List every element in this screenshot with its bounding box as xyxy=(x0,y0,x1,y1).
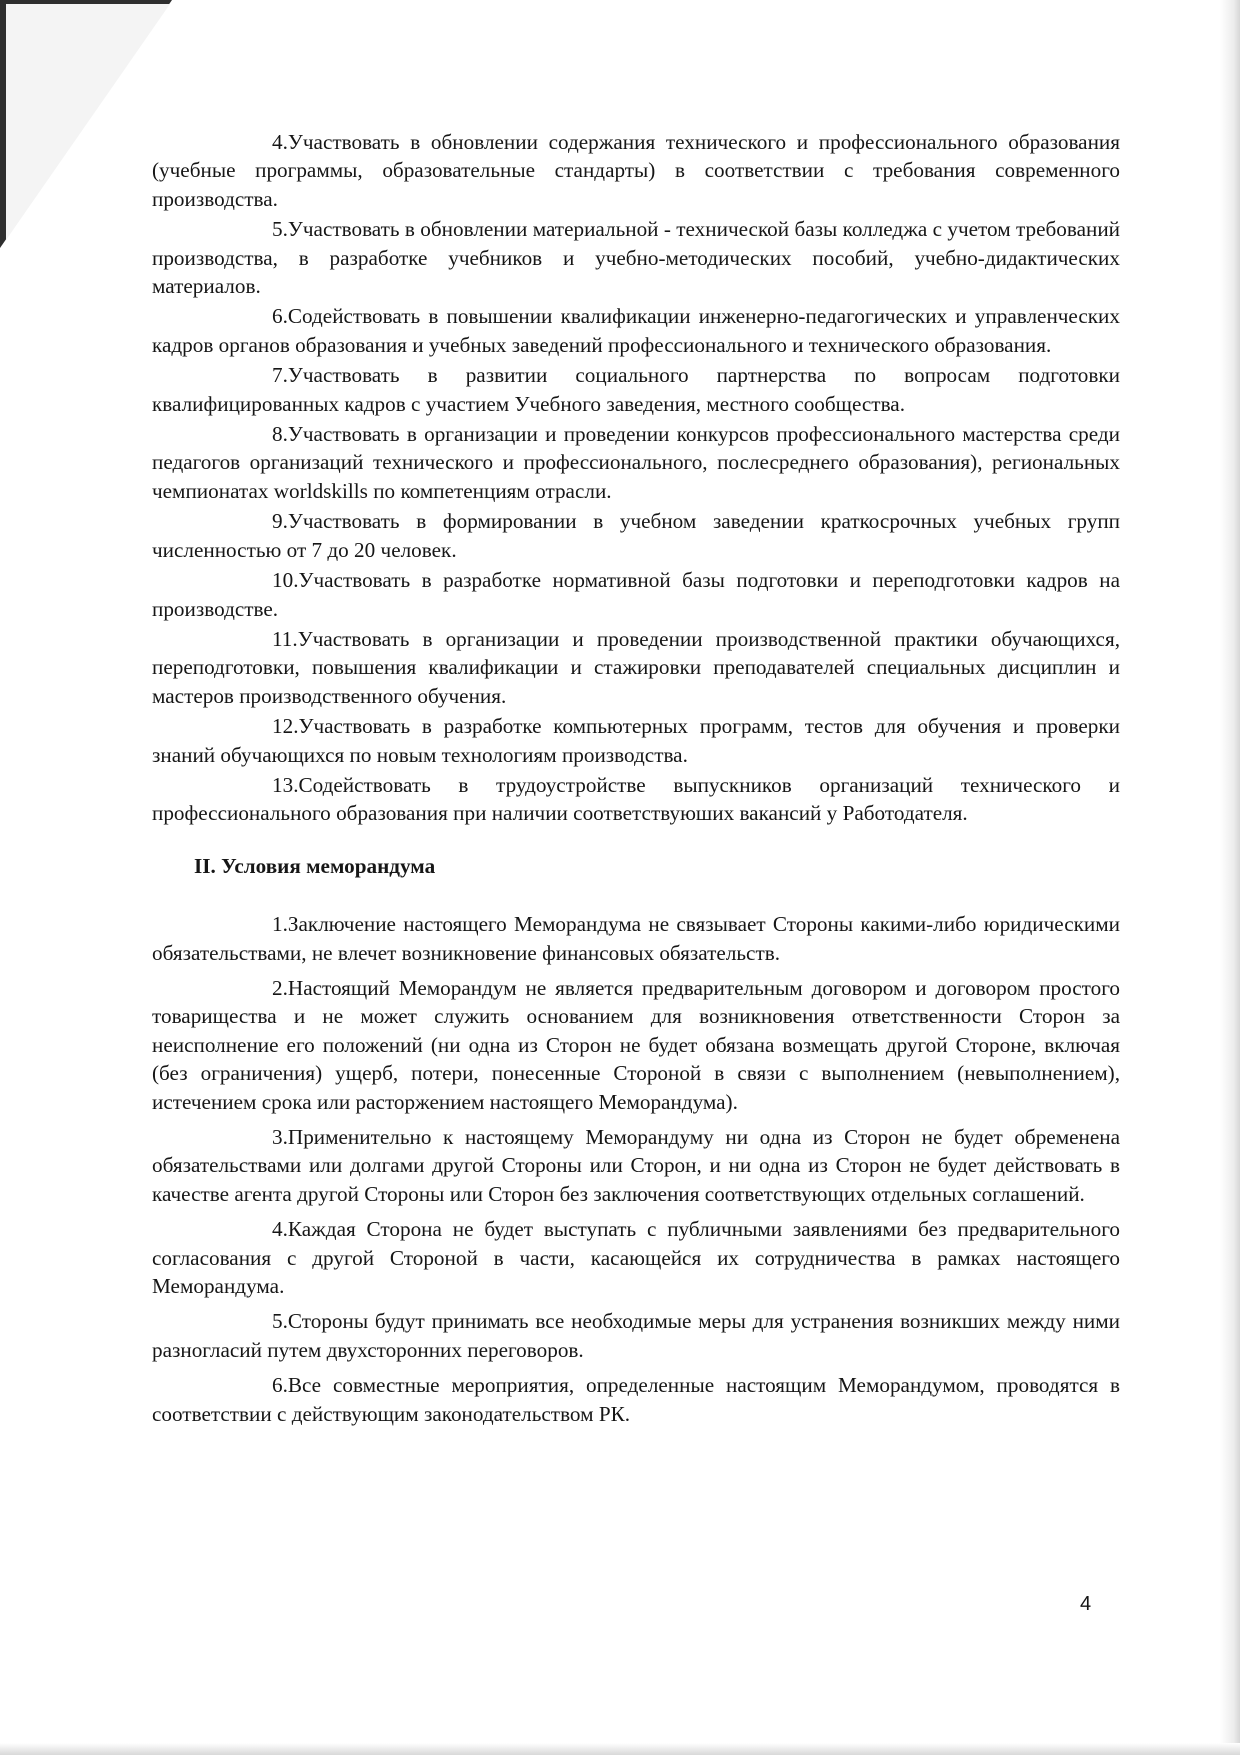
section-1-item xyxy=(152,771,1120,828)
section-2-item xyxy=(152,1123,1120,1208)
section-1-item xyxy=(152,361,1120,418)
section-2-item xyxy=(152,1371,1120,1428)
section-1-item-number: 11. xyxy=(272,626,298,651)
section-1-item xyxy=(152,712,1120,769)
section-1-items xyxy=(152,128,1120,828)
section-1-item-text: Участвовать в организации и проведении конкурсов профессионального мастерства среди педагогов организаций технического и профессионального, послесреднего образования), региональных чемпионатах worldskills по компетенциям отрасли. xyxy=(152,422,1120,503)
section-2-item xyxy=(152,974,1120,1116)
section-2-item-number: 4. xyxy=(272,1217,288,1242)
section-1-item-text: Участвовать в развитии социального партнерства по вопросам подготовки квалифицированных кадров с участием Учебного заведения, местного сообщества. xyxy=(152,363,1120,416)
section-2-items xyxy=(152,910,1120,1428)
section-2-item xyxy=(152,1215,1120,1300)
section-2-item-text: Все совместные мероприятия, определенные настоящим Меморандумом, проводятся в соответствии с действующим законодательством РК. xyxy=(152,1373,1120,1426)
section-2-item-number: 5. xyxy=(272,1309,288,1334)
section-1-item-number: 4. xyxy=(272,130,288,154)
section-1-item-number: 5. xyxy=(272,217,288,242)
section-1-item xyxy=(152,625,1120,710)
section-1-item xyxy=(152,302,1120,359)
section-1-item xyxy=(152,128,1120,213)
section-2-item-number: 1. xyxy=(272,912,288,937)
section-1-item-text: Участвовать в формировании в учебном заведении краткосрочных учебных групп численностью от 7 до 20 человек. xyxy=(152,509,1120,562)
section-1-item-text: Участвовать в организации и проведении производственной практики обучающихся, переподготовки, повышения квалификации и стажировки преподавателей специальных дисциплин и мастеров производственного обучения. xyxy=(152,626,1120,708)
section-2-item-text: Заключение настоящего Меморандума не связывает Стороны какими-либо юридическими обязательствами, не влечет возникновение финансовых обязательств. xyxy=(152,912,1120,965)
document-page xyxy=(152,128,1120,1435)
section-1-item xyxy=(152,507,1120,564)
section-1-item-number: 9. xyxy=(272,509,288,534)
section-1-item-text: Участвовать в обновлении материальной - технической базы колледжа с учетом требований производства, в разработке учебников и учебно-методических пособий, учебно-дидактических материалов. xyxy=(152,217,1120,299)
section-2-item-number: 6. xyxy=(272,1373,288,1398)
section-2-item-number: 3. xyxy=(272,1125,288,1149)
section-2-item xyxy=(152,1307,1120,1364)
section-1-item xyxy=(152,215,1120,300)
section-1-item-number: 13. xyxy=(272,772,299,797)
section-1-item-text: Участвовать в разработке компьютерных программ, тестов для обучения и проверки знаний обучающихся по новым технологиям производства. xyxy=(152,714,1120,767)
section-1-item-number: 7. xyxy=(272,363,288,388)
section-1-item-number: 10. xyxy=(272,568,299,593)
section-1-item-text: Содействовать в повышении квалификации инженерно-педагогических и управленческих кадров органов образования и учебных заведений профессионального и технического образования. xyxy=(152,304,1120,357)
section-1-item-number: 8. xyxy=(272,422,288,447)
section-2-item-text: Стороны будут принимать все необходимые меры для устранения возникших между ними разногласий путем двухсторонних переговоров. xyxy=(152,1309,1120,1362)
section-1-item xyxy=(152,566,1120,623)
section-1-item-text: Участвовать в обновлении содержания технического и профессионального образования (учебные программы, образовательные стандарты) в соответствии с требования современного производства. xyxy=(152,130,1120,211)
page-number: 4 xyxy=(1080,1593,1092,1615)
section-1-item-number: 12. xyxy=(272,714,299,739)
section-1-item-number: 6. xyxy=(272,304,288,329)
section-2-item-text: Применительно к настоящему Меморандуму ни одна из Сторон не будет обременена обязательствами или долгами другой Стороны или Сторон, и ни одна из Сторон не будет действовать в качестве агента другой Стороны или Сторон без заключения соответствующих отдельных соглашений. xyxy=(152,1125,1120,1206)
section-1-item-text: Содействовать в трудоустройстве выпускников организаций технического и профессионального образования при наличии соответствуюших вакансий у Работодателя. xyxy=(152,772,1120,826)
section-2-item-text: Каждая Сторона не будет выступать с публичными заявлениями без предварительного согласования с другой Стороной в части, касающейся их сотрудничества в рамках настоящего Меморандума. xyxy=(152,1217,1120,1299)
section-2-item-number: 2. xyxy=(272,975,288,1000)
scan-right-edge xyxy=(1220,0,1240,1755)
section-2-heading: II. Условия меморандума xyxy=(194,853,436,878)
scan-bottom-edge xyxy=(0,1743,1240,1755)
section-1-item xyxy=(152,420,1120,505)
section-1-item-text: Участвовать в разработке нормативной базы подготовки и переподготовки кадров на производстве. xyxy=(152,568,1120,621)
section-2-item xyxy=(152,910,1120,967)
section-2-item-text: Настоящий Меморандум не является предварительным договором и договором простого товарищества и не может служить основанием для возникновения ответственности Сторон за неисполнение его положений (ни одна из Сторон не будет обязана возмещать другой Стороне, включая (без ограничения) ущерб, потери, понесенные Стороной в связи с выполнением (невыполнением), истечением срока или расторжением настоящего Меморандума). xyxy=(152,975,1120,1114)
scan-corner-fold xyxy=(6,4,170,240)
